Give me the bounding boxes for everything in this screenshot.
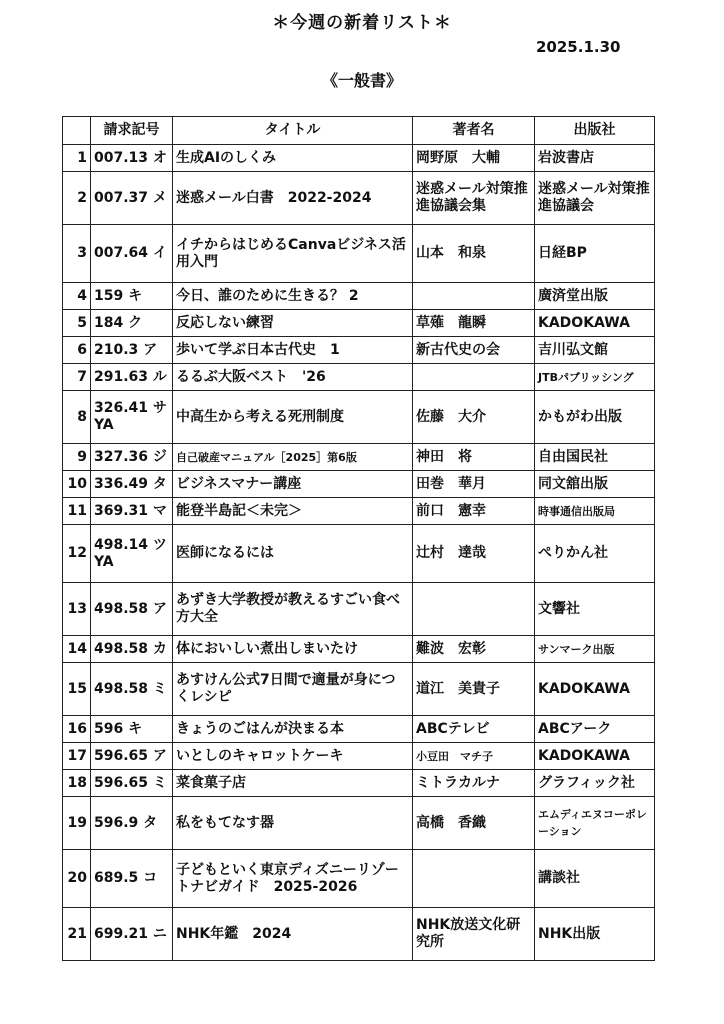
table-row [63, 583, 655, 636]
row-number: 21 [63, 908, 91, 961]
author-name: ABCテレビ [413, 716, 535, 743]
row-number: 16 [63, 716, 91, 743]
publisher-name: かもがわ出版 [535, 391, 655, 444]
table-row [63, 716, 655, 743]
publisher-name: 廣済堂出版 [535, 283, 655, 310]
table-row [63, 172, 655, 225]
column-header-author: 著者名 [413, 117, 535, 145]
book-title: あすけん公式7日間で適量が身につくレシピ [173, 663, 413, 716]
call-number: 184 ク [91, 310, 173, 337]
row-number: 9 [63, 444, 91, 471]
table-row [63, 145, 655, 172]
table-row [63, 908, 655, 961]
table-row [63, 770, 655, 797]
section-heading: 《一般書》 [321, 71, 402, 90]
row-number: 10 [63, 471, 91, 498]
row-number: 5 [63, 310, 91, 337]
table-row [63, 471, 655, 498]
publisher-name: KADOKAWA [535, 743, 655, 770]
row-number: 13 [63, 583, 91, 636]
call-number: 007.64 イ [91, 225, 173, 283]
row-number: 18 [63, 770, 91, 797]
page-title: ＊今週の新着リスト＊ [272, 13, 452, 33]
book-title: 今日、誰のために生きる？ 2 [173, 283, 413, 310]
row-number: 8 [63, 391, 91, 444]
call-number: 498.14 ツ YA [91, 525, 173, 583]
publisher-name: 日経BP [535, 225, 655, 283]
publisher-name: 岩波書店 [535, 145, 655, 172]
row-number: 17 [63, 743, 91, 770]
publisher-name: 迷惑メール対策推進協議会 [535, 172, 655, 225]
call-number: 007.13 オ [91, 145, 173, 172]
book-title: 生成AIのしくみ [173, 145, 413, 172]
call-number: 326.41 サ YA [91, 391, 173, 444]
table-row [63, 743, 655, 770]
publisher-name: KADOKAWA [535, 663, 655, 716]
row-number: 11 [63, 498, 91, 525]
book-title: あずき大学教授が教えるすごい食べ方大全 [173, 583, 413, 636]
book-title: 菜食菓子店 [173, 770, 413, 797]
row-number: 20 [63, 850, 91, 908]
row-number: 19 [63, 797, 91, 850]
call-number: 210.3 ア [91, 337, 173, 364]
book-title: 自己破産マニュアル［2025］第6版 [173, 444, 413, 471]
author-name [413, 850, 535, 908]
author-name: 山本 和泉 [413, 225, 535, 283]
author-name: NHK放送文化研究所 [413, 908, 535, 961]
publisher-name: 吉川弘文館 [535, 337, 655, 364]
book-title: 能登半島記＜未完＞ [173, 498, 413, 525]
table-row [63, 525, 655, 583]
table-row [63, 391, 655, 444]
book-title: 私をもてなす器 [173, 797, 413, 850]
publisher-name: KADOKAWA [535, 310, 655, 337]
publisher-name: 自由国民社 [535, 444, 655, 471]
list-date: 2025.1.30 [536, 38, 621, 56]
book-title: 体においしい煮出しまいたけ [173, 636, 413, 663]
author-name: 田巻 華月 [413, 471, 535, 498]
author-name: 佐藤 大介 [413, 391, 535, 444]
call-number: 699.21 ニ [91, 908, 173, 961]
book-title: 迷惑メール白書 2022-2024 [173, 172, 413, 225]
column-header-title: タイトル [173, 117, 413, 145]
book-title: 子どもといく東京ディズニーリゾートナビガイド 2025-2026 [173, 850, 413, 908]
table-row [63, 797, 655, 850]
book-title: 中高生から考える死刑制度 [173, 391, 413, 444]
publisher-name: 同文舘出版 [535, 471, 655, 498]
author-name: 新古代史の会 [413, 337, 535, 364]
table-row [63, 498, 655, 525]
call-number: 596.65 ア [91, 743, 173, 770]
publisher-name: サンマーク出版 [535, 636, 655, 663]
column-header-number [63, 117, 91, 145]
author-name: 神田 将 [413, 444, 535, 471]
book-title: NHK年鑑 2024 [173, 908, 413, 961]
row-number: 6 [63, 337, 91, 364]
book-title: いとしのキャロットケーキ [173, 743, 413, 770]
table-row [63, 310, 655, 337]
row-number: 12 [63, 525, 91, 583]
column-header-call-number: 請求記号 [91, 117, 173, 145]
row-number: 7 [63, 364, 91, 391]
table-header-row [63, 117, 655, 145]
call-number: 596 キ [91, 716, 173, 743]
author-name: 岡野原 大輔 [413, 145, 535, 172]
table-row [63, 337, 655, 364]
call-number: 596.65 ミ [91, 770, 173, 797]
publisher-name: 講談社 [535, 850, 655, 908]
table-row [63, 636, 655, 663]
row-number: 15 [63, 663, 91, 716]
author-name: 道江 美貴子 [413, 663, 535, 716]
author-name [413, 364, 535, 391]
call-number: 327.36 ジ [91, 444, 173, 471]
row-number: 3 [63, 225, 91, 283]
book-title: 歩いて学ぶ日本古代史 1 [173, 337, 413, 364]
row-number: 2 [63, 172, 91, 225]
call-number: 336.49 タ [91, 471, 173, 498]
table-row [63, 283, 655, 310]
call-number: 369.31 マ [91, 498, 173, 525]
call-number: 291.63 ル [91, 364, 173, 391]
book-title: 反応しない練習 [173, 310, 413, 337]
call-number: 159 キ [91, 283, 173, 310]
author-name: 前口 憲幸 [413, 498, 535, 525]
book-title: ビジネスマナー講座 [173, 471, 413, 498]
table-row [63, 444, 655, 471]
author-name: 辻村 達哉 [413, 525, 535, 583]
column-header-publisher: 出版社 [535, 117, 655, 145]
publisher-name: NHK出版 [535, 908, 655, 961]
row-number: 1 [63, 145, 91, 172]
book-title: るるぶ大阪ベスト '26 [173, 364, 413, 391]
table-row [63, 663, 655, 716]
call-number: 498.58 ミ [91, 663, 173, 716]
call-number: 689.5 コ [91, 850, 173, 908]
publisher-name: ABCアーク [535, 716, 655, 743]
publisher-name: 時事通信出版局 [535, 498, 655, 525]
author-name: 難波 宏彰 [413, 636, 535, 663]
author-name: 小豆田 マチ子 [413, 743, 535, 770]
book-title: 医師になるには [173, 525, 413, 583]
author-name: ミトラカルナ [413, 770, 535, 797]
publisher-name: 文響社 [535, 583, 655, 636]
publisher-name: グラフィック社 [535, 770, 655, 797]
table-row [63, 225, 655, 283]
author-name: 高橋 香織 [413, 797, 535, 850]
row-number: 14 [63, 636, 91, 663]
author-name: 迷惑メール対策推進協議会集 [413, 172, 535, 225]
publisher-name: ぺりかん社 [535, 525, 655, 583]
call-number: 596.9 タ [91, 797, 173, 850]
call-number: 007.37 メ [91, 172, 173, 225]
new-arrivals-table [62, 116, 655, 961]
book-title: きょうのごはんが決まる本 [173, 716, 413, 743]
publisher-name: エムディエヌコーポレーション [535, 797, 655, 850]
author-name: 草薙 龍瞬 [413, 310, 535, 337]
author-name [413, 283, 535, 310]
publisher-name: JTBパブリッシング [535, 364, 655, 391]
row-number: 4 [63, 283, 91, 310]
author-name [413, 583, 535, 636]
table-row [63, 364, 655, 391]
table-row [63, 850, 655, 908]
call-number: 498.58 ア [91, 583, 173, 636]
call-number: 498.58 カ [91, 636, 173, 663]
book-title: イチからはじめるCanvaビジネス活用入門 [173, 225, 413, 283]
